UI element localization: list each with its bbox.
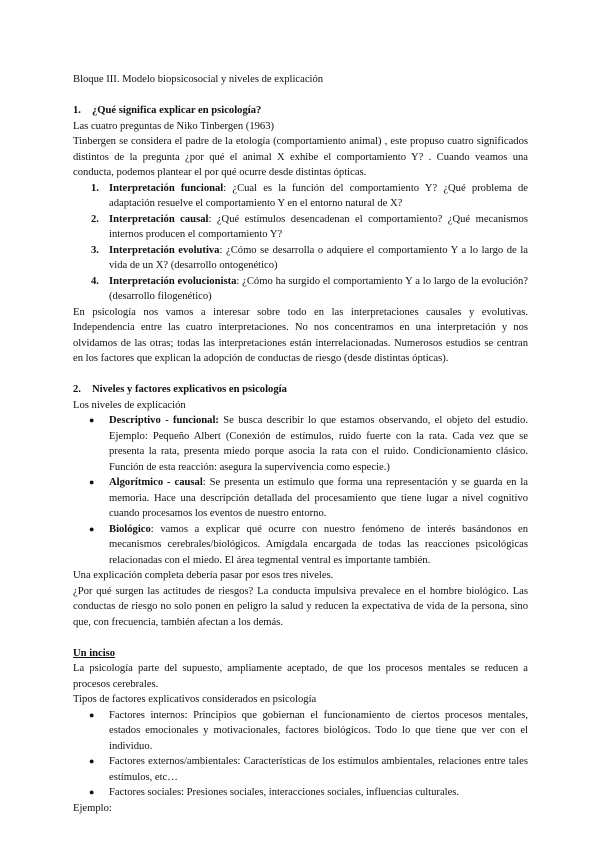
bullet-icon: ● — [89, 523, 95, 534]
interpretation-label: Interpretación evolucionista — [109, 275, 237, 287]
list-item — [73, 475, 528, 522]
interpretation-text: : ¿Cómo se desarrolla o adquiere el comportamiento Y a lo largo de la vida de un X? (desarrollo ontogenético) — [109, 244, 528, 271]
section-2-after-2: ¿Por qué surgen las actitudes de riesgos? La conducta impulsiva prevalece en el hombre biológico. Las conductas de riesgo no solo ponen en peligro la salud y reducen la expectativa de vida de la persona, sino que, con frecuencia, también afectan a los demás. — [73, 585, 528, 628]
bullet-icon: ● — [89, 415, 95, 425]
list-number: 1. — [91, 182, 99, 194]
level-label: Biológico — [109, 523, 151, 535]
section-3-heading-text: Un inciso — [73, 647, 116, 659]
bullet-icon: ● — [89, 477, 95, 487]
factor-text: Factores sociales: Presiones sociales, interacciones sociales, influencias culturales. — [109, 787, 460, 798]
section-3-subtitle: Tipos de factores explicativos considerados en psicología — [73, 694, 317, 705]
bullet-icon: ● — [89, 756, 95, 766]
section-2-subtitle: Los niveles de explicación — [73, 399, 186, 411]
section-3-intro: La psicología parte del supuesto, ampliamente aceptado, de que los procesos mentales se reducen a procesos cerebrales. — [73, 663, 528, 690]
list-number: 4. — [91, 275, 99, 287]
list-item — [73, 181, 528, 212]
level-text: : vamos a explicar qué ocurre con nuestro fenómeno de interés basándonos en mecanismos cerebrales/biológicos. Amígdala encargada de todas las reacciones psicológicas relacionadas con el miedo. El área tegmental ventral es importante también. — [109, 523, 528, 566]
example-label: Ejemplo: — [73, 802, 112, 814]
section-1-closing: En psicología nos vamos a interesar sobre todo en las interpretaciones causales y evolutivas. Independencia entre las cuatro interpretaciones. No nos concentramos en una interpretación y nos olvidamos de las otras; todas las interpretaciones están interrelacionadas. Numerosos estudios se centran en los factores que explican la adopción de conductas de riesgo (desde distintas ópticas). — [73, 306, 528, 364]
document-title: Bloque III. Modelo biopsicosocial y niveles de explicación — [73, 74, 324, 85]
list-item — [73, 212, 528, 243]
interpretation-text: : ¿Cómo ha surgido el comportamiento Y a lo largo de la evolución? (desarrollo filogenético) — [109, 275, 528, 302]
section-1-intro: Tinbergen se considera el padre de la etología (comportamiento animal) , este propuso cuatro significados distintos de la pregunta ¿por qué el animal X exhibe el comportamiento Y? . Cuando veamos una conducta, podemos plantear el por qué ocurre desde distintas ópticas. — [73, 136, 528, 178]
interpretation-label: Interpretación causal — [109, 213, 209, 225]
factor-text: Factores internos: Principios que gobiernan el funcionamiento de ciertos procesos mentales, estados emocionales y motivacionales, factores biológicos. Todo lo que tiene que ver con el individuo. — [109, 709, 528, 752]
list-item — [73, 243, 528, 274]
factors-list — [73, 708, 528, 801]
levels-list — [73, 413, 528, 568]
bullet-icon: ● — [89, 709, 95, 720]
section-1-subtitle: Las cuatro preguntas de Niko Tinbergen (1963) — [73, 120, 275, 132]
section-2-after-1: Una explicación completa debería pasar por esos tres niveles. — [73, 570, 334, 581]
section-1-heading-text: ¿Qué significa explicar en psicología? — [92, 105, 262, 116]
section-1-number: 1. — [73, 105, 81, 116]
list-item — [73, 413, 528, 475]
section-2-number: 2. — [73, 384, 81, 395]
interpretation-text: : ¿Qué estímulos desencadenan el comportamiento? ¿Qué mecanismos internos producen el comportamiento Y? — [109, 213, 528, 240]
level-text: Se busca describir lo que estamos observando, el objeto del estudio. Ejemplo: Pequeño Albert (Conexión de estímulos, ruido fuerte con la rata. Cada vez que se presenta la rata, presenta miedo porque asocia la rata con el ruido. Condicionamiento clásico. Función de esta reacción: asegura la supervivencia como especie.) — [109, 415, 528, 473]
document-page — [73, 72, 528, 816]
interpretation-label: Interpretación evolutiva — [109, 244, 220, 256]
section-2-heading-text: Niveles y factores explicativos en psicología — [92, 384, 287, 395]
list-item — [73, 785, 528, 801]
level-text: : Se presenta un estímulo que forma una representación y se guarda en la memoria. Hace una descripción detallada del procesamiento que tiene lugar a nivel cognitivo cuando procesamos los eventos de nuestro entorno. — [109, 477, 528, 519]
list-number: 3. — [91, 244, 99, 256]
section-3-heading — [73, 646, 528, 662]
level-label: Descriptivo - funcional: — [109, 415, 219, 426]
section-1-heading — [73, 103, 528, 119]
section-2-heading — [73, 382, 528, 398]
level-label: Algorítmico - causal — [109, 477, 203, 488]
interpretations-list — [73, 181, 528, 305]
list-item — [73, 708, 528, 755]
list-item — [73, 522, 528, 569]
interpretation-label: Interpretación funcional — [109, 182, 224, 194]
interpretation-text: : ¿Cual es la función del comportamiento Y? ¿Qué problema de adaptación resuelve el comportamiento Y en el entorno natural de X? — [109, 182, 529, 209]
factor-text: Factores externos/ambientales: Características de los estímulos ambientales, relaciones entre tales estímulos, etc… — [109, 756, 528, 783]
list-item — [73, 754, 528, 785]
list-number: 2. — [91, 213, 99, 225]
list-item — [73, 274, 528, 305]
bullet-icon: ● — [89, 787, 95, 797]
